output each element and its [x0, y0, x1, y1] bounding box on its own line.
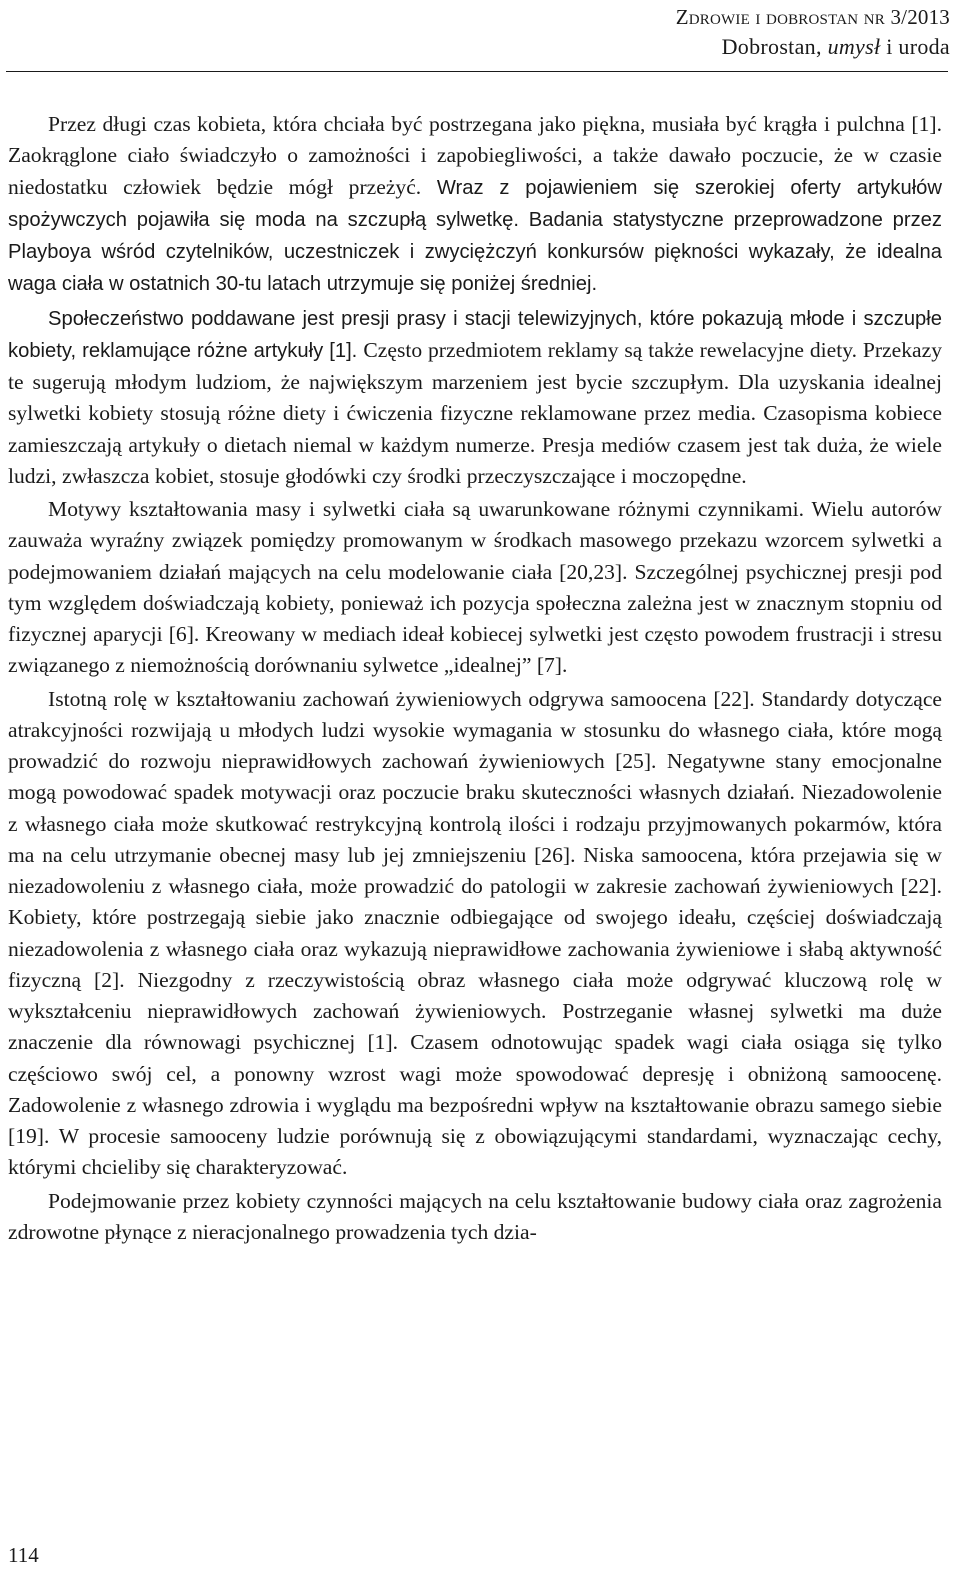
section-title: [0, 32, 950, 62]
running-header: [0, 2, 950, 62]
page-number: 114: [8, 1543, 39, 1567]
header-rule: [6, 71, 948, 72]
sentence-run: Podejmowanie przez kobiety czynności mających na celu kształtowanie budowy ciała oraz zagrożenia zdrowotne płynące z nieracjonalnego prowadzenia tych dzia-: [8, 1188, 942, 1244]
sentence-run: Przez długi czas kobieta, która chciała być postrzegana jako piękna, musiała być krągła i pulchna [1]. Zaokrąglone ciało świadczyło o zamożności i zapobiegliwości, a także dawało poczucie, że w czasie niedostatku człowiek będzie mógł przeżyć.: [8, 112, 942, 199]
paragraph: [8, 1186, 942, 1249]
paragraph: [8, 303, 942, 493]
paragraph: [8, 684, 942, 1184]
sentence-run: Wraz z pojawieniem się szerokiej oferty artykułów spożywczych pojawiła się moda na szczupłą sylwetkę. Badania statystyczne przeprowadzone przez Playboya wśród czytelników, uczestniczek i zwyciężczyń konkursów piękności wykazały, że idealna waga ciała w ostatnich 30-tu latach utrzymuje się poniżej średniej.: [8, 176, 942, 296]
section-title-pre: Dobrostan,: [721, 34, 828, 59]
section-title-italic: umysł: [827, 34, 881, 59]
sentence-run: Często przedmiotem reklamy są także rewelacyjne diety. Przekazy te sugerują młodym ludziom, że największym marzeniem jest bycie szczupłym. Dla uzyskania idealnej sylwetki kobiety stosują różne diety i ćwiczenia fizyczne reklamowane przez media. Czasopisma kobiece zamieszczają artykuły o dietach niemal w każdym numerze. Presja mediów czasem jest tak duża, że wiele ludzi, zwłaszcza kobiet, stosuje głodówki czy środki przeczyszczające i moczopędne.: [8, 337, 942, 488]
article-body: [8, 109, 942, 1250]
section-title-post: i uroda: [880, 34, 950, 59]
sentence-run: Istotną rolę w kształtowaniu zachowań żywieniowych odgrywa samoocena [22]. Standardy dotyczące atrakcyjności rozwijają u młodych ludzi wysokie wymagania w stosunku do własnego ciała, które mogą prowadzić do rozwoju nieprawidłowych zachowań żywieniowych [25]. Negatywne stany emocjonalne mogą powodować spadek motywacji oraz poczucie braku skuteczności własnych działań. Niezadowolenie z własnego ciała może skutkować restrykcyjną kontrolą ilości i rodzaju przyjmowanych pokarmów, która ma na celu utrzymanie obecnej masy lub jej zmniejszeniu [26]. Niska samoocena, która przejawia się w niezadowoleniu z własnego ciała, może prowadzić do patologii w zakresie zachowań żywieniowych [22]. Kobiety, które postrzegają siebie jako znacznie odbiegające od swojego ideału, częściej doświadczają niezadowolenia z własnego ciała oraz wykazują nieprawidłowe zachowania żywieniowe i słabą aktywność fizyczną [2]. Niezgodny z rzeczywistością obraz własnego ciała może odgrywać kluczową rolę w wykształceniu nieprawidłowych zachowań żywieniowych. Postrzeganie własnej sylwetki ma duże znaczenie dla równowagi psychicznej [1]. Czasem odnotowując spadek wagi ciała osiąga się tylko częściowo swój cel, a ponowny wzrost wagi może spowodować depresję i obniżoną samoocenę. Zadowolenie z własnego zdrowia i wyglądu ma bezpośredni wpływ na kształtowanie obrazu samego siebie [19]. W procesie samooceny ludzie porównują się z obowiązującymi standardami, wyznaczając cechy, którymi chcieliby się charakteryzować.: [8, 686, 942, 1180]
sentence-run: Motywy kształtowania masy i sylwetki ciała są uwarunkowane różnymi czynnikami. Wielu autorów zauważa wyraźny związek pomiędzy promowanym w środkach masowego przekazu wzorcem sylwetki a podejmowaniem działań mających na celu modelowanie ciała [20,23]. Szczególnej psychicznej presji pod tym względem doświadczają kobiety, ponieważ ich pozycja społeczna zależna jest w znacznym stopniu od fizycznej aparycji [6]. Kreowany w mediach ideał kobiecej sylwetki jest często powodem frustracji i stresu związanego z niemożnością dorównaniu sylwetce „idealnej” [7].: [8, 497, 942, 678]
paragraph: [8, 494, 942, 682]
journal-title: Zdrowie i dobrostan nr 3/2013: [675, 5, 950, 29]
sentence-run: Społeczeństwo poddawane jest presji prasy i stacji telewizyjnych, które pokazują młode i szczupłe kobiety, reklamujące różne artykuły [1].: [8, 307, 942, 362]
paragraph: [8, 109, 942, 301]
